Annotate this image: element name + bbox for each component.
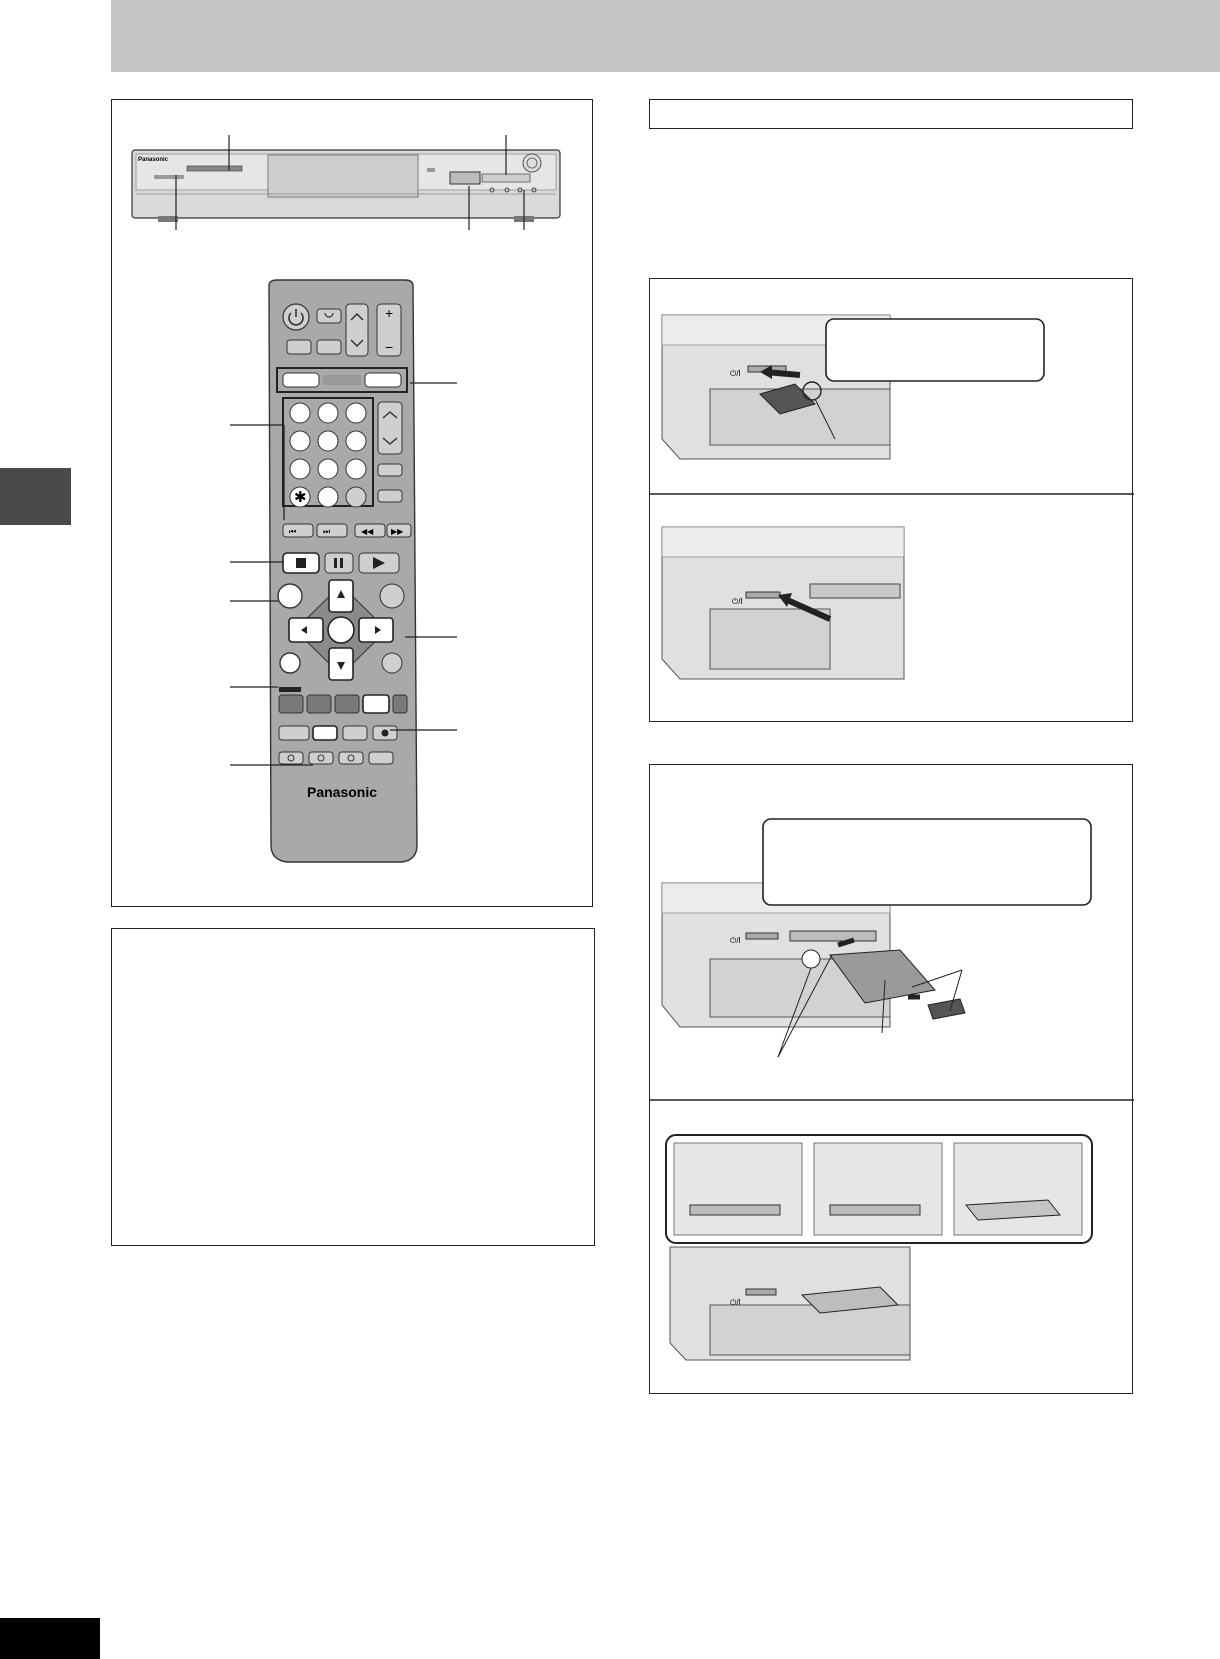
svg-text:⏻/I: ⏻/I [730,936,741,945]
svg-text:⏻/I: ⏻/I [732,597,743,606]
unit-logo: Panasonic [138,157,169,163]
dvd-recorder-front-unit [132,150,560,222]
notes-panel [111,928,595,1246]
section-title-box [649,99,1133,129]
header-band [111,0,1220,72]
pc-card-sequence-illustration [666,1135,1092,1360]
remote-control [269,280,417,862]
sd-push-illustration [662,527,904,679]
sd-card-panel [649,278,1133,722]
sd-insert-illustration [662,315,1044,459]
svg-text:⏻/I: ⏻/I [730,369,741,378]
remote-logo: Panasonic [306,784,378,800]
svg-text:▶▶: ▶▶ [391,527,404,536]
page-number-block [0,1618,100,1659]
svg-text:+: + [385,305,394,321]
sd-card-illustrations [650,279,1134,723]
controls-illustration [112,100,594,908]
svg-text:−: − [385,339,394,355]
controls-illustration-panel [111,99,593,907]
section-tab [0,468,71,525]
svg-text:⏭: ⏭ [323,527,331,536]
svg-text:✱: ✱ [294,489,307,506]
svg-text:⏮: ⏮ [289,527,297,536]
svg-text:⏻/I: ⏻/I [730,1298,741,1307]
svg-text:◀◀: ◀◀ [361,527,374,536]
pc-card-insert-illustration [662,819,1091,1057]
pc-card-panel [649,764,1133,1394]
pc-card-illustrations [650,765,1134,1395]
